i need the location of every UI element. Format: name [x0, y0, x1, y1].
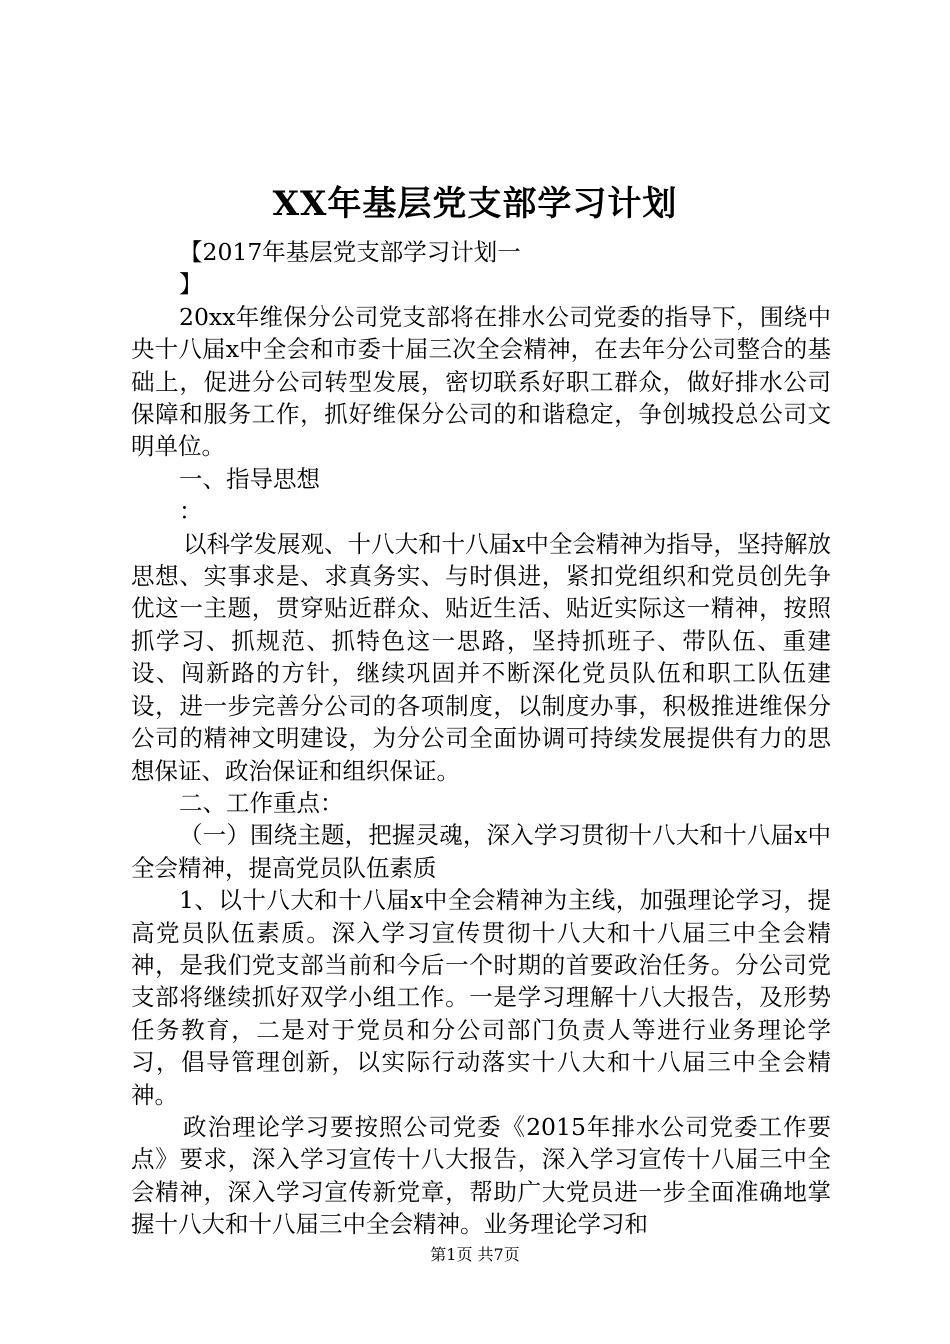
item-1-paragraph: 1、以十八大和十八届x中全会精神为主线，加强理论学习，提高党员队伍素质。深入学习宣传贯彻十八大和十八届三中全会精神，是我们党支部当前和今后一个时期的首要政治任务。分公司党支部将继续抓好双学小组工作。一是学习理解十八大报告，及形势任务教育，二是对于党员和分公司部门负责人等进行业务理论学习，倡导管理创新，以实际行动落实十八大和十八届三中全会精神。	[131, 886, 831, 1109]
political-study-paragraph: 政治理论学习要按照公司党委《2015年排水公司党委工作要点》要求，深入学习宣传十八大报告，深入学习宣传十八届三中全会精神，深入学习宣传新党章，帮助广大党员进一步全面准确地掌握十八大和十八届三中全会精神。业务理论学习和	[131, 1112, 831, 1239]
section-heading-colon: ：	[179, 497, 203, 526]
document-title: XX年基层党支部学习计划	[272, 184, 678, 224]
section-heading-focus: 二、工作重点：	[179, 788, 344, 817]
subtitle-bracket: 】	[179, 270, 203, 299]
page-number-footer: 第1页 共7页	[430, 1245, 520, 1264]
section-heading-guiding: 一、指导思想	[179, 464, 320, 493]
document-body	[131, 236, 831, 1241]
intro-paragraph: 20xx年维保分公司党支部将在排水公司党委的指导下，围绕中央十八届x中全会和市委十届三次全会精神，在去年分公司整合的基础上，促进分公司转型发展，密切联系好职工群众，做好排水公司保障和服务工作，抓好维保分公司的和谐稳定，争创城投总公司文明单位。	[131, 302, 831, 461]
subsection-heading-1: （一）围绕主题，把握灵魂，深入学习贯彻十八大和十八届x中全会精神，提高党员队伍素质	[131, 821, 831, 882]
subtitle-line: 【2017年基层党支部学习计划一	[179, 238, 521, 266]
guiding-paragraph: 以科学发展观、十八大和十八届x中全会精神为指导，坚持解放思想、实事求是、求真务实、与时俱进，紧扣党组织和党员创先争优这一主题，贯穿贴近群众、贴近生活、贴近实际这一精神，按照抓学习、抓规范、抓特色这一思路，坚持抓班子、带队伍、重建设、闯新路的方针，继续巩固并不断深化党员队伍和职工队伍建设，进一步完善分公司的各项制度，以制度办事，积极推进维保分公司的精神文明建设，为分公司全面协调可持续发展提供有力的思想保证、政治保证和组织保证。	[131, 529, 831, 785]
